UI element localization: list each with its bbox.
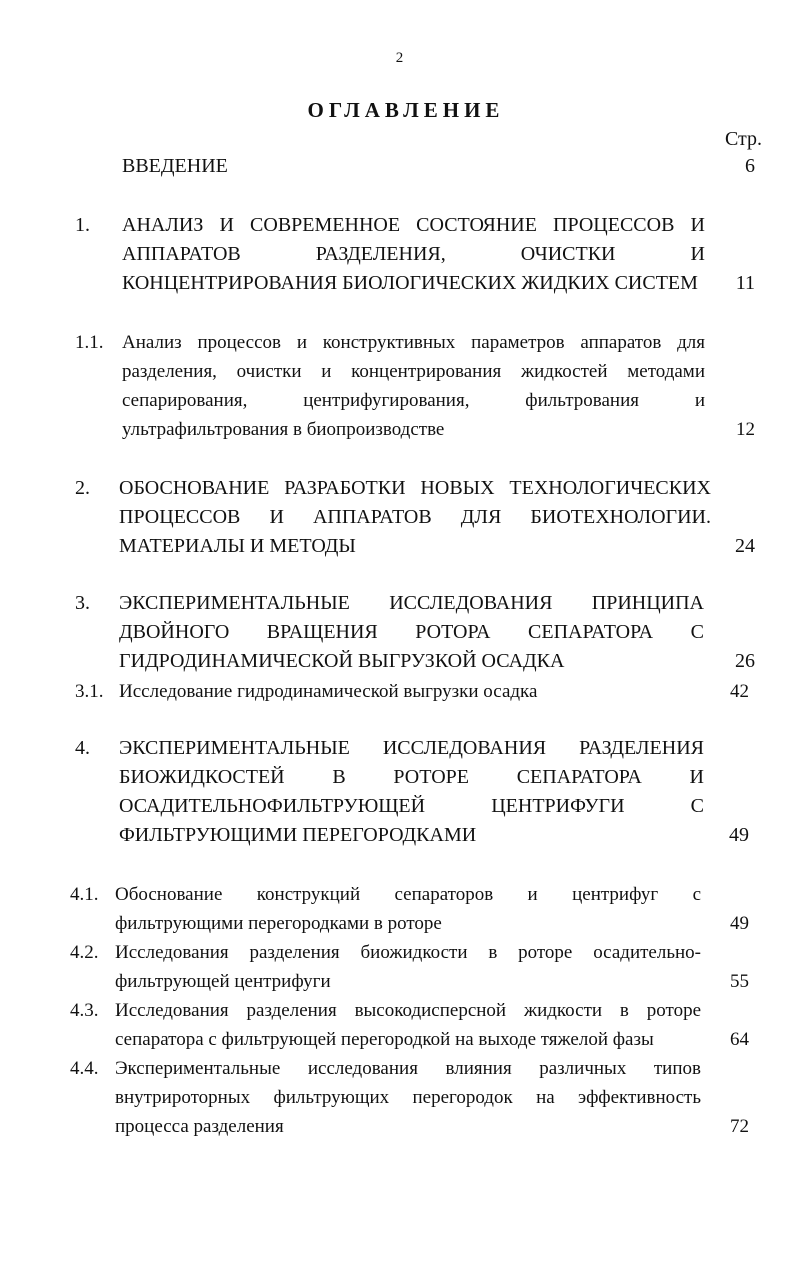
toc-entry-line: ОСАДИТЕЛЬНОФИЛЬТРУЮЩЕЙ ЦЕНТРИФУГИ С — [119, 795, 704, 817]
toc-entry-number: 4.4. — [70, 1058, 99, 1079]
toc-entry-page: 49 — [729, 824, 749, 846]
toc-entry-line: АНАЛИЗ И СОВРЕМЕННОЕ СОСТОЯНИЕ ПРОЦЕССОВ И — [122, 214, 705, 236]
page-number: 2 — [395, 50, 404, 66]
toc-entry-number: 4.1. — [70, 884, 99, 905]
toc-entry-line: ПРОЦЕССОВ И АППАРАТОВ ДЛЯ БИОТЕХНОЛОГИИ. — [119, 506, 711, 528]
toc-entry-number: 3.1. — [75, 681, 104, 702]
toc-entry-line: Исследования разделения биожидкости в роторе осадительно- — [115, 942, 701, 963]
toc-entry-page: 72 — [730, 1116, 749, 1137]
toc-entry-page: 55 — [730, 971, 749, 992]
toc-entry-line: сепарирования, центрифугирования, фильтрования и — [122, 390, 705, 411]
toc-entry-page: 42 — [730, 681, 749, 702]
toc-entry-number: 1.1. — [75, 332, 104, 353]
toc-entry-page: 64 — [730, 1029, 749, 1050]
toc-entry-number: 4.2. — [70, 942, 99, 963]
toc-entry-line: ФИЛЬТРУЮЩИМИ ПЕРЕГОРОДКАМИ — [119, 824, 477, 846]
toc-entry-line: Исследования разделения высокодисперсной жидкости в роторе — [115, 1000, 701, 1021]
toc-entry-line: ДВОЙНОГО ВРАЩЕНИЯ РОТОРА СЕПАРАТОРА С — [119, 621, 704, 643]
toc-entry-line: Анализ процессов и конструктивных параметров аппаратов для — [122, 332, 705, 353]
toc-entry-line: внутрироторных фильтрующих перегородок на эффективность — [115, 1087, 701, 1108]
toc-entry-number: 4.3. — [70, 1000, 99, 1021]
toc-entry-line: процесса разделения — [115, 1116, 284, 1137]
toc-entry-line: ГИДРОДИНАМИЧЕСКОЙ ВЫГРУЗКОЙ ОСАДКА — [119, 650, 565, 672]
toc-entry-page: 6 — [745, 155, 755, 177]
toc-entry-line: Обоснование конструкций сепараторов и центрифуг с — [115, 884, 701, 905]
page-column-label: Стр. — [724, 128, 762, 150]
toc-entry-number: 2. — [75, 477, 90, 499]
toc-entry-line: БИОЖИДКОСТЕЙ В РОТОРЕ СЕПАРАТОРА И — [119, 766, 704, 788]
toc-entry-page: 26 — [735, 650, 755, 672]
toc-entry-number: 3. — [75, 592, 90, 614]
toc-entry-page: 11 — [735, 272, 755, 294]
toc-entry-number: 1. — [75, 214, 90, 236]
toc-entry-number: 4. — [75, 737, 90, 759]
toc-entry-line: ОБОСНОВАНИЕ РАЗРАБОТКИ НОВЫХ ТЕХНОЛОГИЧЕСКИХ — [119, 477, 711, 499]
toc-entry-line: МАТЕРИАЛЫ И МЕТОДЫ — [119, 535, 356, 557]
toc-entry-line: сепаратора с фильтрующей перегородкой на выходе тяжелой фазы — [115, 1029, 654, 1050]
toc-entry-line: фильтрующими перегородками в роторе — [115, 913, 442, 934]
toc-entry-line: ультрафильтрования в биопроизводстве — [122, 419, 445, 440]
toc-entry-page: 49 — [730, 913, 749, 934]
toc-entry-line: ВВЕДЕНИЕ — [122, 155, 228, 177]
toc-entry-line: ЭКСПЕРИМЕНТАЛЬНЫЕ ИССЛЕДОВАНИЯ РАЗДЕЛЕНИЯ — [119, 737, 704, 759]
toc-entry-line: фильтрующей центрифуги — [115, 971, 331, 992]
toc-entry-line: Исследование гидродинамической выгрузки осадка — [119, 681, 538, 702]
toc-entry-page: 24 — [735, 535, 755, 557]
toc-entry-line: разделения, очистки и концентрирования жидкостей методами — [122, 361, 705, 382]
toc-entry-line: АППАРАТОВ РАЗДЕЛЕНИЯ, ОЧИСТКИ И — [122, 243, 705, 265]
toc-entry-line: КОНЦЕНТРИРОВАНИЯ БИОЛОГИЧЕСКИХ ЖИДКИХ СИСТЕМ — [122, 272, 698, 294]
toc-entry-line: Экспериментальные исследования влияния различных типов — [115, 1058, 701, 1079]
toc-entry-line: ЭКСПЕРИМЕНТАЛЬНЫЕ ИССЛЕДОВАНИЯ ПРИНЦИПА — [119, 592, 704, 614]
toc-entry-page: 12 — [736, 419, 755, 440]
page-title: ОГЛАВЛЕНИЕ — [307, 98, 505, 122]
